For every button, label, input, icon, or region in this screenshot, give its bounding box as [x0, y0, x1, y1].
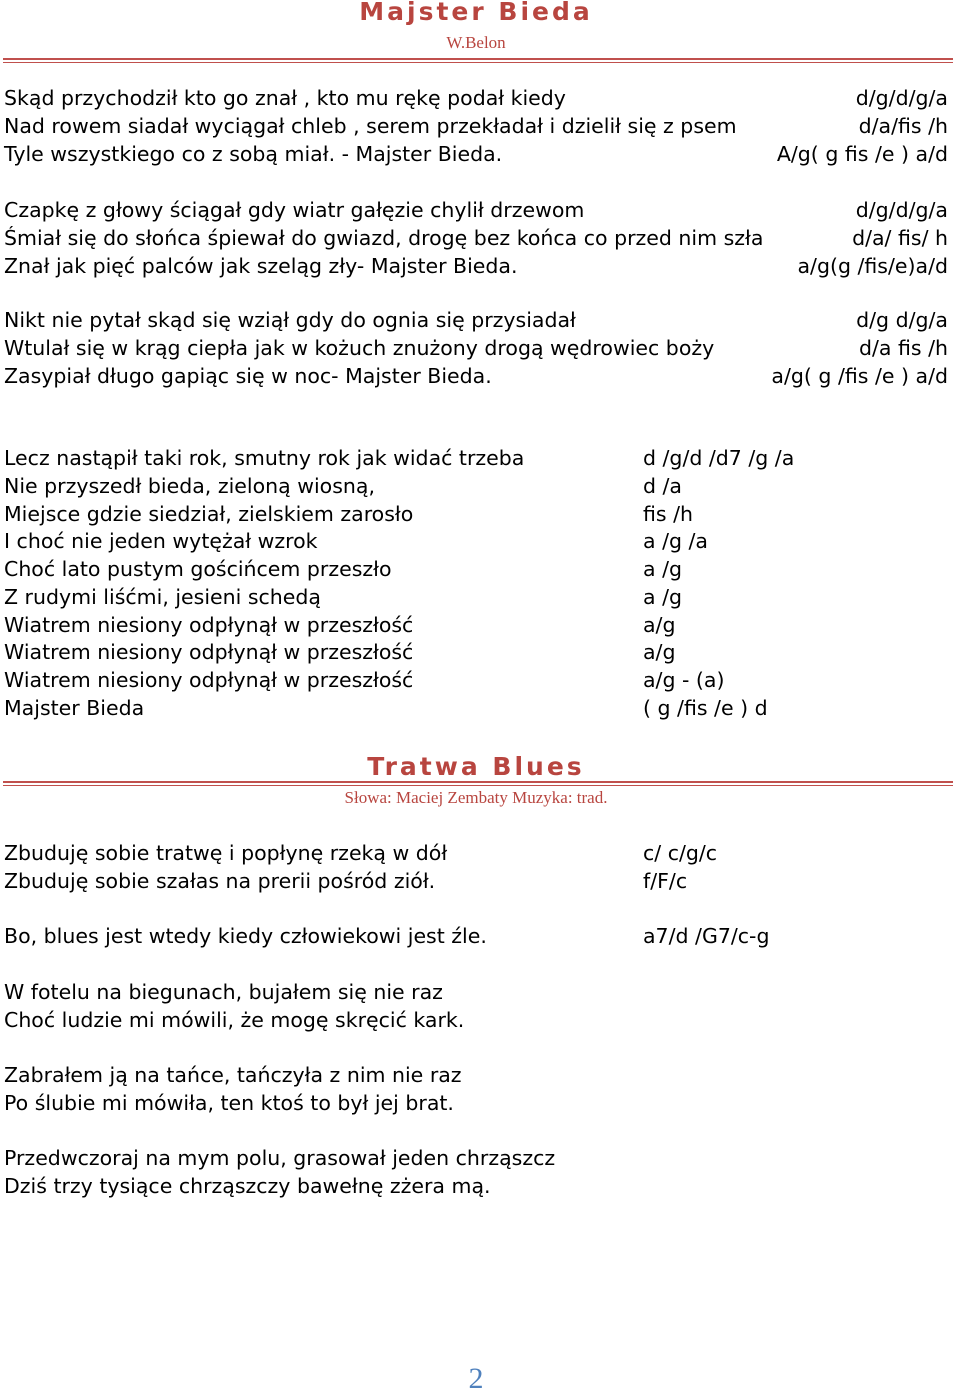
lyric-line: Zasypiał długo gapiąc się w noc- Majster Bieda. [4, 364, 492, 388]
title-rule [3, 58, 953, 63]
chord-line: d/g/d/g/a [855, 198, 948, 222]
chord-line: d/a/ fis/ h [852, 226, 948, 250]
lyric-line: Tyle wszystkiego co z sobą miał. - Majster Bieda. [4, 142, 503, 166]
chord-line: a7/d /G7/c-g [643, 924, 770, 948]
lyric-line: Wtulał się w krąg ciepła jak w kożuch znużony drogą wędrowiec boży [4, 336, 715, 360]
lyric-line: Skąd przychodził kto go znał , kto mu rękę podał kiedy [4, 86, 566, 110]
lyric-line: Majster Bieda [4, 696, 145, 720]
lyric-line: Lecz nastąpił taki rok, smutny rok jak widać trzeba [4, 446, 525, 470]
chord-line: d/g/d/g/a [855, 86, 948, 110]
title-rule [3, 781, 953, 786]
chord-line: d/a fis /h [858, 336, 948, 360]
lyric-line: Zbuduję sobie tratwę i popłynę rzeką w dół [4, 841, 448, 865]
lyric-line: Przedwczoraj na mym polu, grasował jeden chrząszcz [4, 1146, 556, 1170]
chord-line: d /g/d /d7 /g /a [643, 446, 795, 470]
lyric-line: Wiatrem niesiony odpłynął w przeszłość [4, 640, 414, 664]
chord-line: a /g [643, 585, 682, 609]
chord-line: a/g( g /fis /e ) a/d [771, 364, 948, 388]
lyric-line: Bo, blues jest wtedy kiedy człowiekowi jest źle. [4, 924, 487, 948]
lyric-line: Nikt nie pytał skąd się wziął gdy do ognia się przysiadał [4, 308, 576, 332]
chord-line: f/F/c [643, 869, 688, 893]
lyric-line: Po ślubie mi mówiła, ten ktoś to był jej brat. [4, 1091, 454, 1115]
chord-line: fis /h [643, 502, 694, 526]
song-title: Tratwa Blues [367, 752, 585, 781]
lyric-line: Choć ludzie mi mówili, że mogę skręcić kark. [4, 1008, 465, 1032]
lyric-line: Znał jak pięć palców jak szeląg zły- Majster Bieda. [4, 254, 518, 278]
lyric-line: Z rudymi liśćmi, jesieni schedą [4, 585, 321, 609]
chord-line: a /g [643, 557, 682, 581]
chord-line: d /a [643, 474, 682, 498]
lyric-line: Wiatrem niesiony odpłynął w przeszłość [4, 613, 414, 637]
chord-line: a /g /a [643, 529, 708, 553]
chord-line: a/g [643, 640, 676, 664]
lyric-line: Zbuduję sobie szałas na prerii pośród ziół. [4, 869, 436, 893]
lyric-line: Czapkę z głowy ściągał gdy wiatr gałęzie chylił drzewom [4, 198, 585, 222]
chord-line: A/g( g fis /e ) a/d [776, 142, 948, 166]
lyric-line: Nad rowem siadał wyciągał chleb , serem przekładał i dzielił się z psem [4, 114, 737, 138]
lyric-line: Miejsce gdzie siedział, zielskiem zarosło [4, 502, 414, 526]
chord-line: ( g /fis /e ) d [643, 696, 768, 720]
lyric-line: Wiatrem niesiony odpłynął w przeszłość [4, 668, 414, 692]
song-title: Majster Bieda [359, 0, 593, 26]
song-author: W.Belon [446, 33, 506, 52]
page-number: 2 [468, 1362, 484, 1395]
chord-line: c/ c/g/c [643, 841, 718, 865]
chord-line: d/g d/g/a [856, 308, 948, 332]
lyric-line: Zabrałem ją na tańce, tańczyła z nim nie raz [4, 1063, 462, 1087]
chord-line: a/g(g /fis/e)a/d [797, 254, 948, 278]
chord-line: a/g - (a) [643, 668, 725, 692]
chord-line: a/g [643, 613, 676, 637]
chord-line: d/a/fis /h [858, 114, 948, 138]
lyric-line: Choć lato pustym gościńcem przeszło [4, 557, 392, 581]
lyric-line: Nie przyszedł bieda, zieloną wiosną, [4, 474, 375, 498]
song-credits: Słowa: Maciej Zembaty Muzyka: trad. [344, 788, 608, 807]
lyric-line: W fotelu na biegunach, bujałem się nie raz [4, 980, 443, 1004]
lyric-line: Śmiał się do słońca śpiewał do gwiazd, drogę bez końca co przed nim szła [4, 226, 764, 250]
lyric-line: I choć nie jeden wytężał wzrok [4, 529, 318, 553]
lyric-line: Dziś trzy tysiące chrząszczy bawełnę zżera mą. [4, 1174, 491, 1198]
